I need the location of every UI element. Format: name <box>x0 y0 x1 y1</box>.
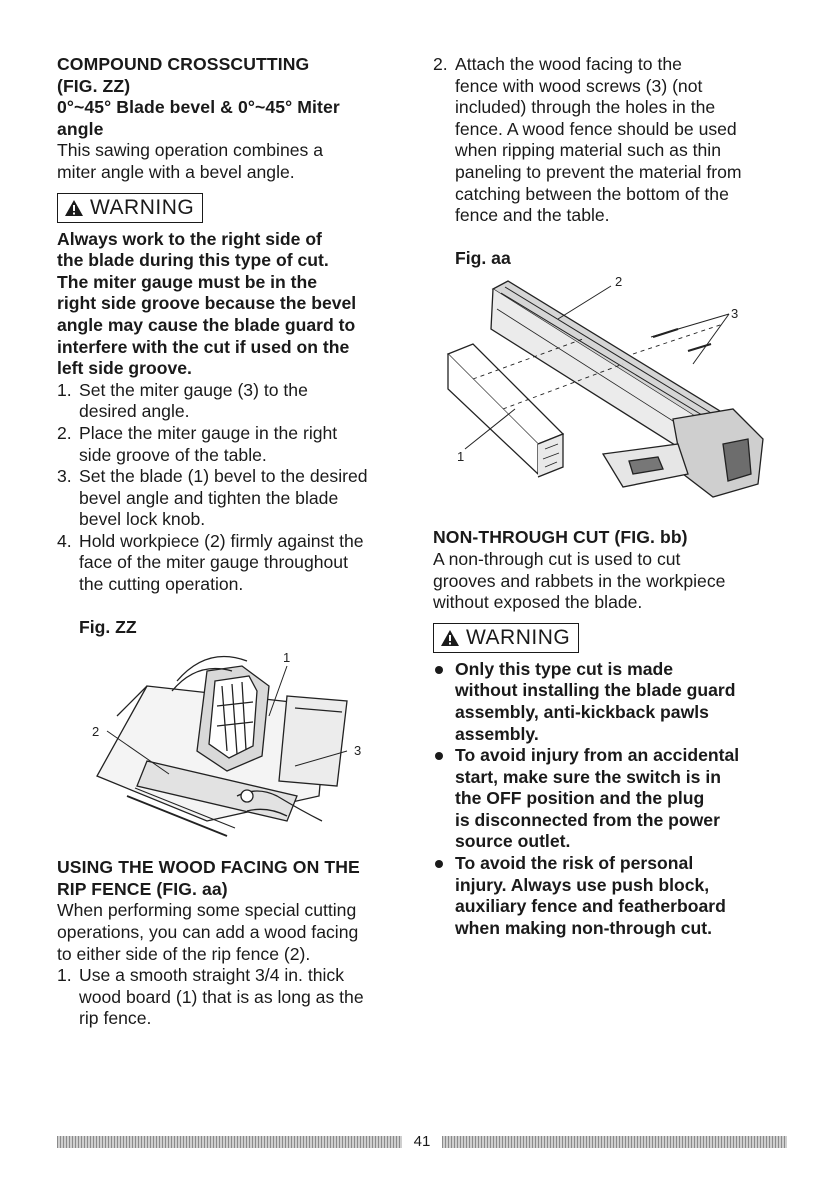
page-number: 41 <box>413 1133 431 1150</box>
step-text: desired angle. <box>79 401 190 422</box>
right-column <box>433 54 793 939</box>
step-text: Attach the wood facing to the <box>455 54 682 74</box>
step-number: 4. <box>57 530 72 551</box>
step-number: 1. <box>57 965 72 986</box>
section-heading: COMPOUND CROSSCUTTING <box>57 54 310 74</box>
intro-text: without exposed the blade. <box>433 592 643 613</box>
list-item <box>57 380 407 423</box>
bullet-text: injury. Always use push block, <box>455 874 710 895</box>
step-number: 2. <box>433 54 448 74</box>
warning-text: Always work to the right side of <box>57 228 322 249</box>
list-item <box>57 466 407 531</box>
callout-1: 1 <box>283 650 291 666</box>
step-text: side groove of the table. <box>79 444 267 465</box>
bullet-icon <box>435 666 443 674</box>
list-item <box>433 659 793 745</box>
figure-aa-illustration <box>433 269 793 519</box>
bullet-text: To avoid the risk of personal <box>455 853 694 874</box>
body-text: to either side of the rip fence (2). <box>57 943 311 964</box>
section-heading: USING THE WOOD FACING ON THE <box>57 857 360 878</box>
bullet-text: auxiliary fence and featherboard <box>455 896 726 917</box>
section-heading-cont: RIP FENCE (FIG. aa) <box>57 878 228 899</box>
step-number: 3. <box>57 466 72 487</box>
step-text: bevel lock knob. <box>79 509 206 530</box>
callout-1: 1 <box>457 449 465 465</box>
step-text: wood board (1) that is as long as the <box>79 986 364 1007</box>
step-text: the cutting operation. <box>79 574 244 595</box>
bullet-text: Only this type cut is made <box>455 658 674 679</box>
step-text: paneling to prevent the material from <box>455 161 742 182</box>
warning-box <box>433 623 793 653</box>
step-number: 1. <box>57 379 72 400</box>
warning-text: angle may cause the blade guard to <box>57 314 356 335</box>
section-subheading: 0°~45° Blade bevel & 0°~45° Miter <box>57 97 340 118</box>
bullet-text: the OFF position and the plug <box>455 788 705 809</box>
figure-label: Fig. ZZ <box>79 616 137 637</box>
warning-triangle-icon <box>64 199 84 217</box>
step-text: bevel angle and tighten the blade <box>79 487 339 508</box>
warning-text: interfere with the cut if used on the <box>57 336 350 357</box>
warning-text: The miter gauge must be in the <box>57 271 318 292</box>
warning-badge <box>57 193 203 223</box>
step-list <box>433 54 793 227</box>
step-text: fence. A wood fence should be used <box>455 118 737 139</box>
bullet-icon <box>435 860 443 868</box>
bullet-text: without installing the blade guard <box>455 680 736 701</box>
bullet-text: is disconnected from the power <box>455 809 720 830</box>
bullet-text: when making non-through cut. <box>455 917 713 938</box>
bullet-text: To avoid injury from an accidental <box>455 745 740 766</box>
step-text: face of the miter gauge throughout <box>79 552 348 573</box>
warning-text: right side groove because the bevel <box>57 293 357 314</box>
body-text: operations, you can add a wood facing <box>57 922 359 943</box>
intro-text: A non-through cut is used to cut <box>433 548 681 569</box>
list-item <box>433 54 793 227</box>
section-heading: NON-THROUGH CUT (FIG. bb) <box>433 527 688 548</box>
warning-label: WARNING <box>90 195 195 219</box>
step-text: catching between the bottom of the <box>455 183 729 204</box>
step-text: Use a smooth straight 3/4 in. thick <box>79 965 345 986</box>
step-text: included) through the holes in the <box>455 97 716 118</box>
section-subheading-cont: angle <box>57 118 104 139</box>
warning-triangle-icon <box>440 629 460 647</box>
step-text: Place the miter gauge in the right <box>79 422 338 443</box>
bullet-text: source outlet. <box>455 831 571 852</box>
step-text: fence with wood screws (3) (not <box>455 75 703 96</box>
bullet-text: assembly. <box>455 723 539 744</box>
step-text: when ripping material such as thin <box>455 140 722 161</box>
section-heading-ref: (FIG. ZZ) <box>57 75 131 96</box>
callout-2: 2 <box>92 724 100 740</box>
footer-rule-right <box>442 1136 787 1148</box>
figure-label: Fig. aa <box>455 247 511 268</box>
bullet-text: start, make sure the switch is in <box>455 766 721 787</box>
callout-3: 3 <box>354 743 362 759</box>
intro-text: This sawing operation combines a <box>57 140 324 161</box>
callout-2: 2 <box>615 274 623 290</box>
step-text: rip fence. <box>79 1008 152 1029</box>
bullet-text: assembly, anti-kickback pawls <box>455 701 709 722</box>
step-text: Set the blade (1) bevel to the desired <box>79 466 368 487</box>
warning-text: the blade during this type of cut. <box>57 250 329 271</box>
step-text: Hold workpiece (2) firmly against the <box>79 530 364 551</box>
step-list <box>57 965 407 1030</box>
figure-zz-illustration <box>57 646 407 854</box>
list-item <box>433 745 793 853</box>
list-item <box>57 423 407 466</box>
warning-box <box>57 193 407 223</box>
warning-text: left side groove. <box>57 358 192 379</box>
list-item <box>57 531 407 596</box>
list-item <box>433 853 793 939</box>
intro-text: grooves and rabbets in the workpiece <box>433 570 726 591</box>
intro-text: miter angle with a bevel angle. <box>57 161 295 182</box>
footer-rule-left <box>57 1136 402 1148</box>
warning-bullet-list <box>433 659 793 940</box>
body-text: When performing some special cutting <box>57 900 357 921</box>
bullet-icon <box>435 752 443 760</box>
warning-badge <box>433 623 579 653</box>
step-list <box>57 380 407 596</box>
list-item <box>57 965 407 1030</box>
step-number: 2. <box>57 422 72 443</box>
page-footer <box>57 1133 787 1151</box>
step-text: Set the miter gauge (3) to the <box>79 379 308 400</box>
callout-3: 3 <box>731 306 739 322</box>
left-column <box>57 54 407 1030</box>
step-text: fence and the table. <box>455 205 610 226</box>
warning-label: WARNING <box>466 625 571 649</box>
